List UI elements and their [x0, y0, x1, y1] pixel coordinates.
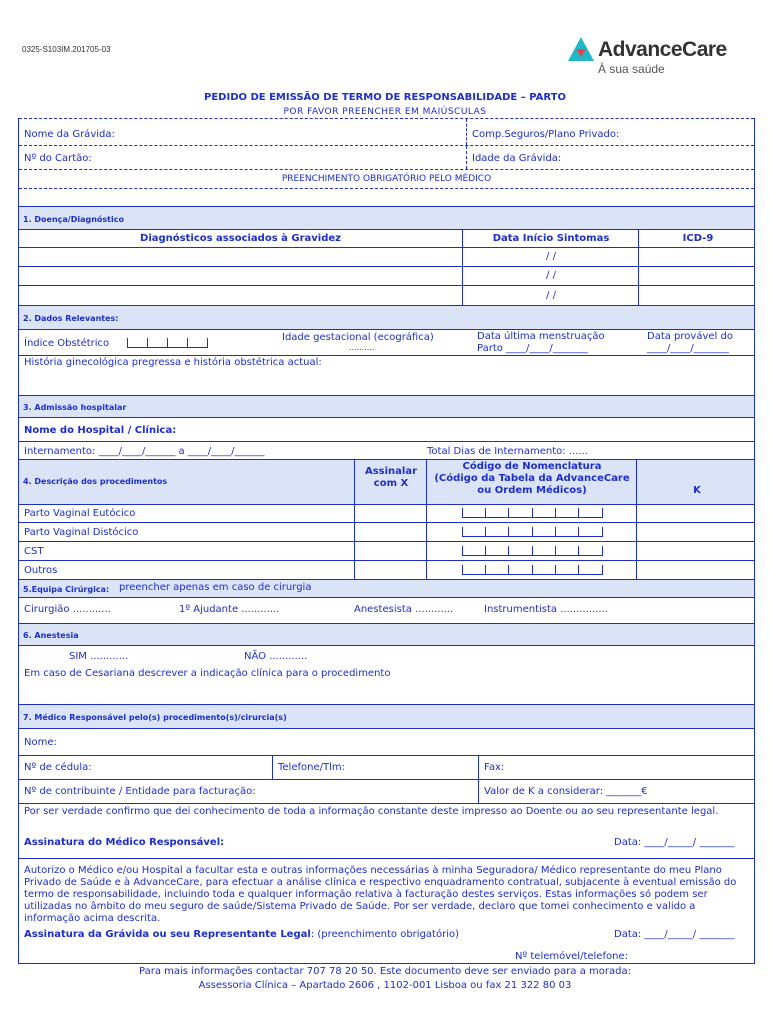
procedure-code-field[interactable]	[462, 508, 602, 518]
insurer-field[interactable]: Comp.Seguros/Plano Privado:	[472, 129, 620, 140]
patient-phone-field[interactable]: Nº telemóvel/telefone:	[515, 951, 628, 962]
procedure-name: Parto Vaginal Distócico	[24, 527, 139, 538]
history-label: História ginecológica pregressa e história obstétrica actual:	[24, 357, 322, 368]
procedure-code-field[interactable]	[462, 546, 602, 556]
licence-number-field[interactable]: Nº de cédula:	[24, 762, 92, 773]
history-row[interactable]	[19, 356, 754, 396]
icd9-field[interactable]	[638, 267, 756, 285]
form-subtitle: POR FAVOR PREENCHER EM MAIÚSCULAS	[283, 107, 487, 117]
gestational-age-field[interactable]: ..........	[349, 343, 375, 352]
section-7-title: 7. Médico Responsável pelo(s) procedimento(s)/cirurcia(s)	[23, 713, 287, 722]
gestational-age-label: Idade gestacional (ecográfica)	[282, 332, 434, 343]
col-icd9: ICD-9	[682, 233, 714, 244]
procedure-name: Outros	[24, 565, 58, 576]
due-date-field[interactable]: ____/____/_______	[647, 343, 729, 354]
diagnosis-header-row	[19, 230, 754, 248]
section-6-title: 6. Anestesia	[23, 631, 79, 640]
doctor-name-field[interactable]: Nome:	[24, 737, 57, 748]
request-form	[18, 118, 755, 964]
procedure-row	[19, 523, 754, 542]
last-menstruation-field[interactable]: Parto ____/____/_______	[477, 343, 588, 354]
surgeon-field[interactable]: Cirurgião ............	[24, 604, 111, 615]
section-1-title: 1. Doença/Diagnóstico	[23, 215, 124, 224]
doctor-signature-label: Assinatura do Médico Responsável:	[24, 837, 225, 848]
section-5-header	[19, 580, 754, 598]
billing-row	[19, 780, 754, 804]
patient-row-1	[19, 118, 754, 146]
patient-signature-label: Assinatura da Grávida ou seu Representante Legal	[24, 929, 311, 940]
mandatory-note-row	[19, 170, 754, 189]
symptom-date-field[interactable]: / /	[546, 251, 556, 262]
col-code-line1: Código de Nomenclatura	[462, 461, 602, 472]
procedure-code-field[interactable]	[462, 527, 602, 537]
symptom-date-field[interactable]: / /	[546, 290, 556, 301]
hospital-row[interactable]	[19, 418, 754, 442]
col-k: K	[693, 485, 701, 496]
section-1-header	[19, 206, 754, 230]
procedure-mark-field[interactable]	[354, 542, 426, 560]
procedure-k-field[interactable]	[636, 505, 756, 522]
anesthesia-yes-field[interactable]: SIM ............	[69, 651, 129, 662]
procedure-k-field[interactable]	[636, 561, 756, 579]
mandatory-note: PREENCHIMENTO OBRIGATÓRIO PELO MÉDICO	[281, 174, 492, 184]
first-assistant-field[interactable]: 1º Ajudante ............	[179, 604, 280, 615]
pregnant-name-field[interactable]: Nome da Grávida:	[24, 129, 115, 140]
hospital-name-field[interactable]: Nome do Hospital / Clínica:	[24, 425, 177, 436]
icd9-field[interactable]	[638, 286, 756, 305]
section-5-note: preencher apenas em caso de cirurgia	[119, 582, 312, 593]
stay-dates-field[interactable]: Internamento: ____/____/______ a ____/____/______	[24, 446, 265, 457]
anesthesia-no-field[interactable]: NÃO ............	[244, 651, 308, 662]
doctor-name-row[interactable]	[19, 729, 754, 756]
advancecare-logo	[566, 32, 746, 76]
procedure-row	[19, 505, 754, 523]
patient-signature-date-field[interactable]: Data: ____/_____/ _______	[614, 929, 735, 940]
footer-contact-line: Para mais informações contactar 707 78 20 50. Este documento deve ser enviado para a morada:	[139, 966, 631, 977]
doctor-contacts-row	[19, 756, 754, 780]
col-diagnosis: Diagnósticos associados à Gravidez	[140, 233, 341, 244]
procedure-name: Parto Vaginal Eutócico	[24, 508, 136, 519]
section-3-header	[19, 396, 754, 418]
last-menstruation-label: Data última menstruação	[477, 331, 605, 342]
total-days-field[interactable]: Total Dias de Internamento: ......	[427, 446, 588, 457]
doctor-statement-row	[19, 804, 754, 859]
col-code-line3: ou Ordem Médicos)	[477, 485, 587, 496]
doctor-signature-date-field[interactable]: Data: ____/_____/ _______	[614, 837, 735, 848]
brand-tagline: À sua saúde	[598, 62, 665, 76]
col-mark-line2: com X	[373, 478, 409, 489]
procedure-name: CST	[24, 546, 44, 557]
due-date-label: Data provável do	[647, 331, 733, 342]
section-2-header	[19, 306, 754, 330]
procedure-code-field[interactable]	[462, 565, 602, 575]
consent-block	[19, 859, 754, 964]
icd9-field[interactable]	[638, 248, 756, 266]
document-reference: 0325-S103IM.201705-03	[22, 45, 111, 54]
consent-text: Autorizo o Médico e/ou Hospital a facultar esta e outras informações necessárias à minha Seguradora/ Médico representante do meu Plano Privado de Saúde e à AdvanceCare, para efectuar a análise clínica e respectivo enquadramento contratual, subjacente à eventual emissão do termo de responsabilidade, incluindo toda e qualquer informação relativa à facturação destes serviços. Estas informações só podem ser utilizadas no âmbito do meu seguro de saúde/Sistema Privado de Saúde. Por ser verdade, declaro que tomei conhecimento e valido a informação acima descrita.	[24, 865, 737, 924]
procedure-row	[19, 561, 754, 580]
diagnosis-row[interactable]	[19, 267, 754, 286]
doctor-statement: Por ser verdade confirmo que dei conhecimento de toda a informação constante deste impresso ao Doente ou ao seu representante legal.	[24, 806, 719, 817]
cesarean-indication-field[interactable]: Em caso de Cesariana descrever a indicação clínica para o procedimento	[24, 668, 391, 679]
procedure-k-field[interactable]	[636, 523, 756, 541]
stay-row	[19, 442, 754, 460]
form-title: PEDIDO DE EMISSÃO DE TERMO DE RESPONSABILIDADE – PARTO	[204, 92, 566, 103]
col-symptom-date: Data Início Sintomas	[492, 233, 610, 244]
relevant-data-row	[19, 330, 754, 356]
logo-mark-icon	[566, 35, 596, 65]
anesthesia-row	[19, 646, 754, 705]
footer-address-line: Assessoria Clínica – Apartado 2606 , 1102-001 Lisboa ou fax 21 322 80 03	[198, 980, 572, 991]
procedure-mark-field[interactable]	[354, 505, 426, 522]
patient-row-2	[19, 146, 754, 170]
procedure-mark-field[interactable]	[354, 561, 426, 579]
anesthetist-field[interactable]: Anestesista ............	[354, 604, 454, 615]
diagnosis-row[interactable]	[19, 248, 754, 267]
instrumentist-field[interactable]: Instrumentista ...............	[484, 604, 608, 615]
procedure-k-field[interactable]	[636, 542, 756, 560]
diagnosis-row[interactable]	[19, 286, 754, 306]
patient-signature-note: : (preenchimento obrigatório)	[310, 929, 459, 940]
section-4-header	[19, 460, 754, 505]
tax-number-field[interactable]: Nº de contribuinte / Entidade para facturação:	[24, 786, 256, 797]
symptom-date-field[interactable]: / /	[546, 270, 556, 281]
section-7-header	[19, 705, 754, 729]
col-mark-line1: Assinalar	[364, 466, 418, 477]
doctor-phone-field[interactable]: Telefone/Tlm:	[278, 762, 345, 773]
card-number-field[interactable]: Nº do Cartão:	[24, 153, 92, 164]
obstetric-index-field[interactable]	[127, 338, 207, 348]
brand-name: AdvanceCare	[598, 38, 727, 61]
section-2-title: 2. Dados Relevantes:	[23, 314, 119, 323]
pregnant-age-field[interactable]: Idade da Grávida:	[472, 153, 562, 164]
k-value-field[interactable]: Valor de K a considerar: _______€	[484, 786, 648, 797]
procedure-row	[19, 542, 754, 561]
section-6-header	[19, 624, 754, 646]
section-3-title: 3. Admissão hospitalar	[23, 403, 127, 412]
surgical-team-row	[19, 598, 754, 624]
section-4-title: 4. Descrição dos procedimentos	[23, 477, 168, 486]
section-5-title: 5.Equipa Cirúrgica:	[23, 585, 110, 594]
procedure-mark-field[interactable]	[354, 523, 426, 541]
col-code-line2: (Código da Tabela da AdvanceCare	[434, 473, 630, 484]
obstetric-index-label: Índice Obstétrico	[24, 338, 110, 349]
doctor-fax-field[interactable]: Fax:	[484, 762, 505, 773]
